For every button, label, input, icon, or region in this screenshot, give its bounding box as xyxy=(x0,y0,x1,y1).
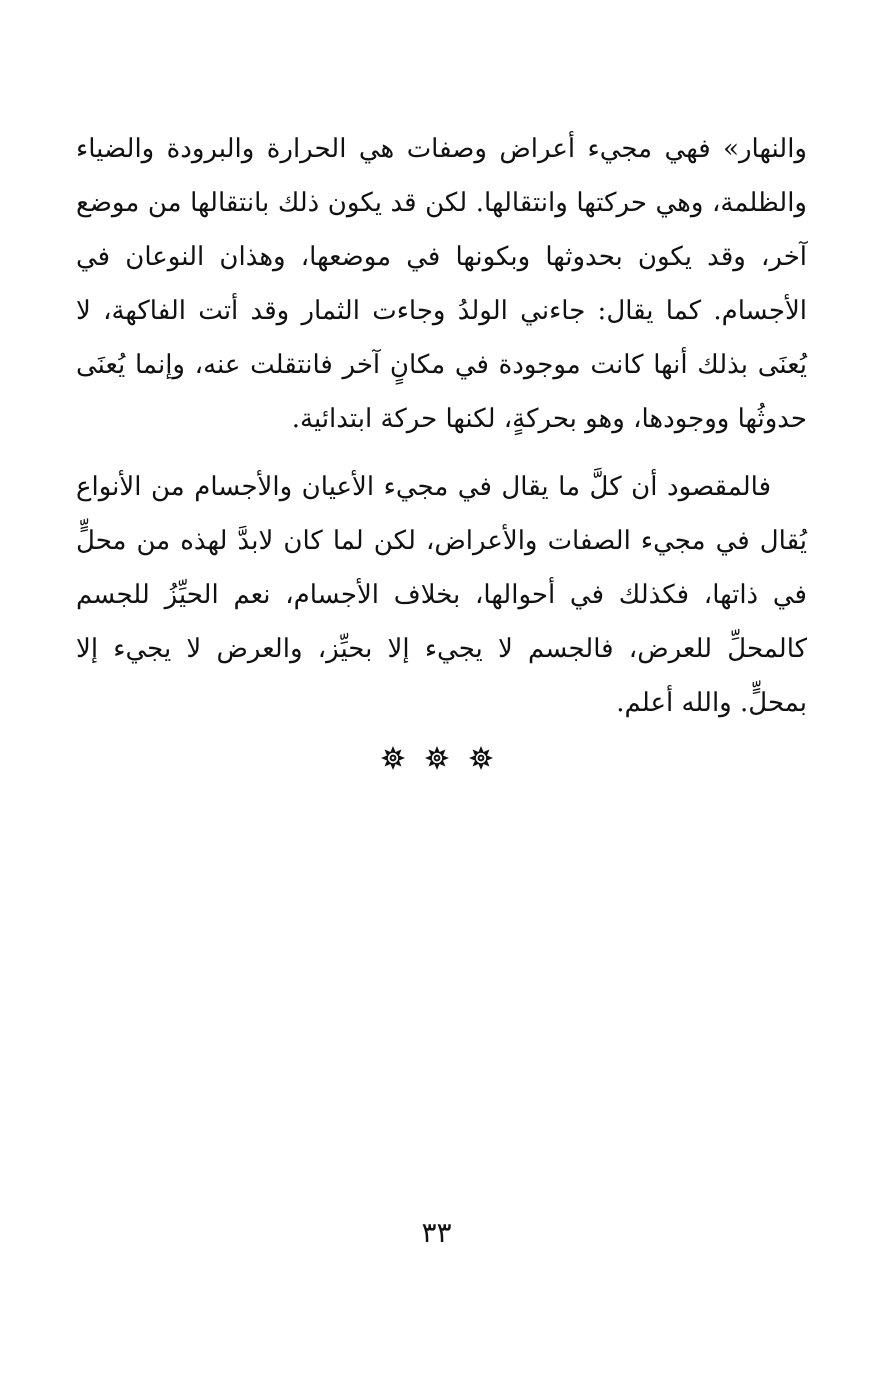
paragraph-1: والنهار» فهي مجيء أعراض وصفات هي الحرارة والبرودة والضياء والظلمة، وهي حركتها وانتقالها. لكن قد يكون ذلك بانتقالها من موضع آخر، وقد يكون بحدوثها وبكونها في موضعها، وهذان النوعان في الأجسام. كما يقال: جاءني الولدُ وجاءت الثمار وقد أتت الفاكهة، لا يُعنَى بذلك أنها كانت موجودة في مكانٍ آخر فانتقلت عنه، وإنما يُعنَى حدوثُها ووجودها، وهو بحركةٍ، لكنها حركة ابتدائية. xyxy=(76,134,807,434)
floral-ornament-icon xyxy=(468,745,494,771)
page-number: ٣٣ xyxy=(421,1216,452,1249)
floral-ornament-icon xyxy=(424,745,450,771)
section-separator xyxy=(0,745,873,771)
floral-ornament-icon xyxy=(380,745,406,771)
body-text xyxy=(76,122,807,730)
paragraph-2: فالمقصود أن كلَّ ما يقال في مجيء الأعيان والأجسام من الأنواع يُقال في مجيء الصفات والأعراض، لكن لما كان لابدَّ لهذه من محلٍّ في ذاتها، فكذلك في أحوالها، بخلاف الأجسام، نعم الحيِّزُ للجسم كالمحلِّ للعرض، فالجسم لا يجيء إلا بحيِّز، والعرض لا يجيء إلا بمحلٍّ. والله أعلم. xyxy=(76,472,807,718)
